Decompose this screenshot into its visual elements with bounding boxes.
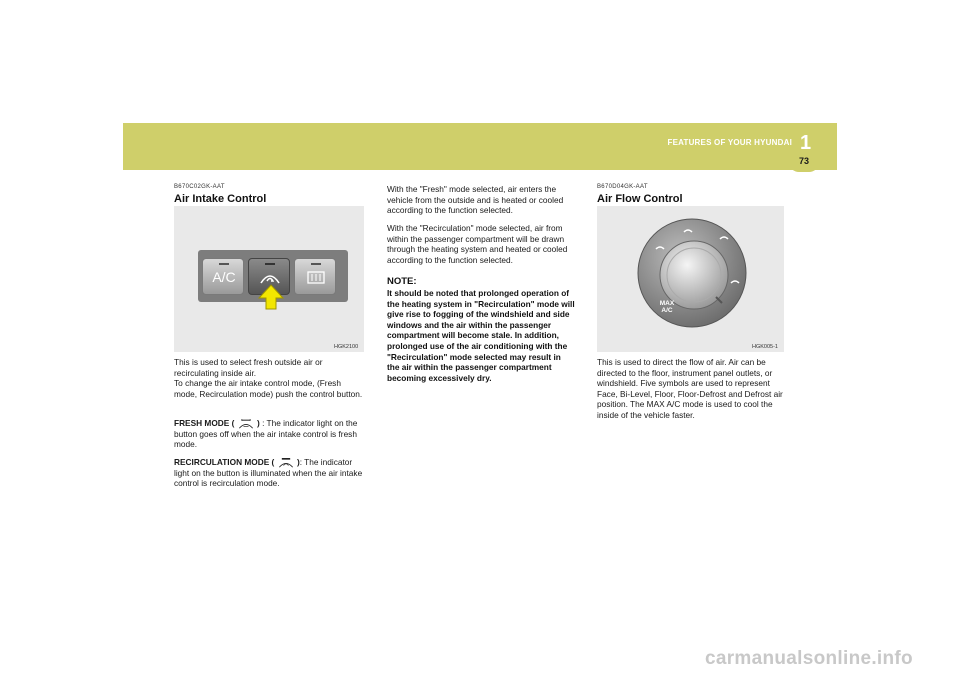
intake-instructions: To change the air intake control mode, (Fresh mode, Recirculation mode) push the control button. (174, 378, 363, 399)
intake-description: This is used to select fresh outside air or recirculating inside air. (174, 357, 323, 378)
recirculation-mode-label: RECIRCULATION MODE ( (174, 457, 275, 467)
max-ac-label (655, 300, 679, 314)
air-flow-description: This is used to direct the flow of air. Air can be directed to the floor, instrument panel outlets, or windshield. Five symbols are used to represent Face, Bi-Level, Floor, Floor-Defrost and Defrost air position. The MAX A/C mode is used to cool the inside of the vehicle faster. (597, 357, 783, 420)
note-heading: NOTE: (387, 276, 417, 287)
fresh-mode-label-close: ) (257, 418, 260, 428)
fresh-mode-paragraph (174, 418, 364, 450)
fresh-air-icon (237, 419, 255, 429)
section-code: B670D04GK-AAT (597, 184, 648, 190)
recirculation-mode-text: : The indicator light on the button is illuminated when the air intake control is recirculation mode. (174, 457, 363, 489)
page-number: 73 (798, 156, 809, 166)
indicator-light (311, 263, 321, 265)
recirculation-mode-label-close: ) (296, 457, 300, 467)
max-label: MAX (659, 300, 675, 307)
fresh-mode-label: FRESH MODE ( (174, 418, 235, 428)
section-heading: Air Intake Control (174, 193, 267, 205)
ac-button (202, 258, 244, 295)
figure-code: HGK2100 (334, 344, 359, 350)
air-flow-dial (636, 217, 748, 329)
fresh-mode-explanation: With the "Fresh" mode selected, air enters the vehicle from the outside and is heated or cooled according to the function selected. (387, 184, 564, 216)
figure-code: HGK005-1 (752, 344, 778, 350)
section-code: B670C02GK-AAT (174, 184, 225, 190)
recirculation-mode-paragraph (174, 457, 364, 489)
watermark: carmanualsonline.info (705, 648, 913, 669)
ac-label: A/C (661, 307, 673, 314)
rear-defrost-icon (307, 271, 325, 285)
chapter-title: FEATURES OF YOUR HYUNDAI (667, 138, 792, 147)
indicator-light (265, 263, 275, 265)
fresh-mode-text: : The indicator light on the button goes off when the air intake control is fresh mode. (174, 418, 358, 450)
note-body: It should be noted that prolonged operation of the heating system in "Recirculation" mode will give rise to fogging of the windshield and side windows and the air within the passenger compartment will become stale. In addition, prolonged use of the air conditioning with the "Recirculation" mode selected may result in the air within the passenger compartment becoming excessively dry. (387, 288, 575, 383)
arrow-up-icon (258, 284, 284, 310)
defrost-button (294, 258, 336, 295)
recirculation-mode-explanation: With the "Recirculation" mode selected, air from within the passenger compartment will be drawn through the heating system and heated or cooled according to the function selected. (387, 223, 568, 265)
indicator-light (219, 263, 229, 265)
section-heading: Air Flow Control (597, 193, 683, 205)
ac-button-label: A/C (212, 269, 236, 285)
chapter-number: 1 (800, 132, 812, 154)
recirculation-icon (277, 458, 295, 468)
